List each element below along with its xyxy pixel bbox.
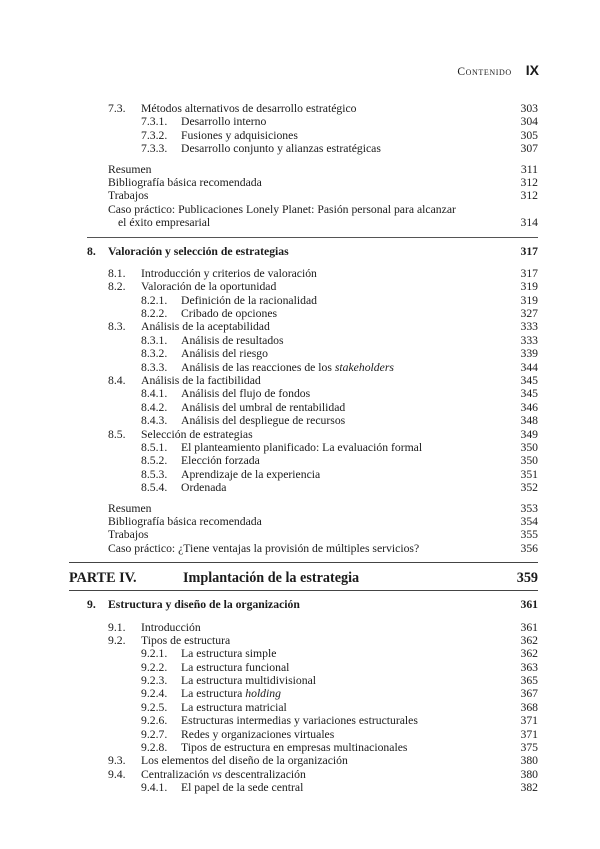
entry-number: 8.5.1. (141, 440, 168, 454)
toc-entry-8-3 (0, 320, 600, 333)
entry-page: 304 (520, 115, 538, 129)
toc-entry-9-2-7 (0, 728, 600, 741)
entry-page: 333 (520, 333, 538, 347)
entry-title: Los elementos del diseño de la organización (141, 754, 348, 768)
entry-number: 8.2. (108, 280, 126, 294)
entry-title: Definición de la racionalidad (181, 293, 317, 307)
entry-page: 382 (520, 781, 538, 795)
entry-number: 8.5.2. (141, 454, 168, 468)
toc-entry-caso-practico-cont (0, 216, 600, 229)
entry-page: 314 (520, 216, 538, 230)
entry-page: 371 (520, 727, 538, 741)
toc-entry-bibliografia (0, 515, 600, 528)
entry-page: 345 (520, 374, 538, 388)
entry-number: 9.2.5. (141, 700, 168, 714)
toc-entry-8-3-1 (0, 334, 600, 347)
entry-number: 8.3.2. (141, 347, 168, 361)
entry-title: Bibliografía básica recomendada (108, 175, 262, 189)
entry-title: Análisis de la aceptabilidad (141, 320, 270, 334)
toc-entry-bibliografia (0, 176, 600, 189)
toc-entry-9-2-6 (0, 714, 600, 727)
entry-number: 9.2.8. (141, 741, 168, 755)
entry-title: El planteamiento planificado: La evaluación formal (181, 440, 423, 454)
entry-title: Resumen (108, 162, 152, 176)
toc-entry-resumen (0, 502, 600, 515)
entry-page: 348 (520, 414, 538, 428)
entry-title: Métodos alternativos de desarrollo estratégico (141, 102, 357, 115)
entry-page: 363 (520, 660, 538, 674)
entry-page: 367 (520, 687, 538, 701)
entry-number: 9.2.2. (141, 660, 168, 674)
entry-page: 351 (520, 467, 538, 481)
toc-entry-trabajos (0, 528, 600, 541)
entry-number: 8.4. (108, 374, 126, 388)
toc-entry-9-2-8 (0, 741, 600, 754)
entry-page: 362 (520, 647, 538, 661)
header-page-number: IX (525, 62, 539, 78)
entry-title: Caso práctico: Publicaciones Lonely Planet: Pasión personal para alcanzar (108, 202, 456, 216)
toc-entry-8-4-1 (0, 387, 600, 400)
entry-page: 375 (520, 741, 538, 755)
toc-entry-9-2-2 (0, 661, 600, 674)
entry-page: 345 (520, 387, 538, 401)
toc-entry-resumen (0, 163, 600, 176)
entry-number: 9.2.4. (141, 687, 168, 701)
toc-entry-caso-practico (0, 542, 600, 555)
entry-title: Selección de estrategias (141, 427, 253, 441)
entry-title: Desarrollo conjunto y alianzas estratégicas (181, 142, 381, 156)
toc-entry-9-4-1 (0, 781, 600, 794)
entry-title: La estructura funcional (181, 660, 290, 674)
toc-entry-9-2-4 (0, 687, 600, 700)
toc-entry-8-5-3 (0, 468, 600, 481)
entry-title: Introducción y criterios de valoración (141, 266, 317, 280)
entry-title-text: descentralización (221, 767, 306, 781)
entry-page: 354 (520, 514, 538, 528)
entry-title: Aprendizaje de la experiencia (181, 467, 321, 481)
toc-entry-trabajos (0, 189, 600, 202)
entry-page: 312 (520, 175, 538, 189)
toc-entry-9-2 (0, 634, 600, 647)
toc-chapter-8 (0, 245, 600, 258)
entry-page: 362 (520, 633, 538, 647)
entry-page: 319 (520, 280, 538, 294)
entry-page: 350 (520, 440, 538, 454)
entry-title: Análisis del riesgo (181, 347, 268, 361)
entry-title: Bibliografía básica recomendada (108, 514, 262, 528)
entry-page: 344 (520, 360, 538, 374)
entry-number: 8.1. (108, 266, 126, 280)
entry-number: 8.5.4. (141, 481, 168, 495)
entry-title: Análisis de resultados (181, 333, 284, 347)
entry-number: 7.3.2. (141, 128, 168, 142)
entry-title: Cribado de opciones (181, 307, 278, 321)
entry-title-text: Centralización (141, 767, 213, 781)
chapter-title: Estructura y diseño de la organización (108, 598, 300, 612)
entry-title: La estructura multidivisional (181, 674, 317, 688)
toc-entry-9-4 (0, 768, 600, 781)
entry-page: 312 (520, 189, 538, 203)
entry-title: Valoración de la oportunidad (141, 280, 277, 294)
toc-entry-8-2 (0, 280, 600, 293)
entry-title: Tipos de estructura en empresas multinacionales (181, 741, 408, 755)
toc-entry-8-5-1 (0, 441, 600, 454)
entry-number: 9.4. (108, 767, 126, 781)
toc-entry-caso-practico (0, 203, 600, 216)
entry-page: 311 (520, 162, 538, 176)
entry-title: Trabajos (108, 189, 149, 203)
entry-title: Tipos de estructura (141, 633, 231, 647)
running-header (457, 62, 539, 82)
entry-number: 8.5. (108, 427, 126, 441)
entry-page: 317 (520, 266, 538, 280)
toc-entry-8-5-4 (0, 481, 600, 494)
entry-page: 349 (520, 427, 538, 441)
toc-entry-8-4-3 (0, 414, 600, 427)
entry-page: 365 (520, 674, 538, 688)
entry-page: 339 (520, 347, 538, 361)
entry-title: Desarrollo interno (181, 115, 267, 129)
chapter-number: 9. (87, 598, 96, 612)
table-of-contents (0, 102, 600, 795)
entry-title-italic: stakeholders (334, 360, 394, 374)
part-title: Implantación de la estrategia (183, 570, 360, 587)
entry-title (141, 768, 306, 781)
entry-number: 9.3. (108, 754, 126, 768)
entry-number: 9.2. (108, 633, 126, 647)
entry-page: 305 (520, 128, 538, 142)
toc-chapter-9 (0, 598, 600, 611)
entry-title-italic: vs (212, 767, 222, 781)
entry-title (181, 361, 394, 374)
entry-number: 8.3. (108, 320, 126, 334)
entry-title: Fusiones y adquisiciones (181, 128, 298, 142)
toc-entry-9-2-5 (0, 701, 600, 714)
toc-part-4 (0, 569, 600, 587)
entry-page: 352 (520, 481, 538, 495)
toc-entry-8-1 (0, 267, 600, 280)
entry-title: Redes y organizaciones virtuales (181, 727, 335, 741)
entry-number: 9.2.3. (141, 674, 168, 688)
entry-page: 303 (520, 102, 538, 115)
entry-number: 8.4.2. (141, 400, 168, 414)
entry-page: 327 (520, 307, 538, 321)
header-section-label: Contenido (457, 66, 512, 78)
toc-entry-7-3 (0, 102, 600, 115)
entry-number: 8.5.3. (141, 467, 168, 481)
toc-entry-7-3-2 (0, 129, 600, 142)
entry-title: Análisis del flujo de fondos (181, 387, 311, 401)
entry-title: Estructuras intermedias y variaciones estructurales (181, 714, 418, 728)
entry-title: Trabajos (108, 528, 149, 542)
toc-entry-9-2-3 (0, 674, 600, 687)
entry-title: Caso práctico: ¿Tiene ventajas la provisión de múltiples servicios? (108, 541, 420, 555)
entry-page: 350 (520, 454, 538, 468)
chapter-title: Valoración y selección de estrategias (108, 244, 289, 258)
entry-page: 319 (520, 293, 538, 307)
entry-number: 9.1. (108, 620, 126, 634)
part-page: 359 (516, 570, 538, 587)
entry-title (181, 687, 281, 700)
entry-number: 7.3.1. (141, 115, 168, 129)
entry-title: Resumen (108, 501, 152, 515)
entry-number: 8.2.2. (141, 307, 168, 321)
entry-title: Análisis del umbral de rentabilidad (181, 400, 346, 414)
entry-title: La estructura matricial (181, 700, 287, 714)
entry-number: 8.2.1. (141, 293, 168, 307)
toc-entry-9-1 (0, 621, 600, 634)
entry-title: Ordenada (181, 481, 227, 495)
entry-page: 356 (520, 541, 538, 555)
entry-page: 361 (520, 620, 538, 634)
entry-title: El papel de la sede central (181, 781, 304, 795)
entry-page: 346 (520, 400, 538, 414)
toc-entry-7-3-1 (0, 115, 600, 128)
toc-entry-7-3-3 (0, 142, 600, 155)
entry-number: 8.4.1. (141, 387, 168, 401)
entry-title: La estructura simple (181, 647, 277, 661)
entry-title-text: Análisis de las reacciones de los (181, 360, 335, 374)
entry-title: el éxito empresarial (118, 216, 211, 230)
toc-entry-8-5-2 (0, 454, 600, 467)
entry-number: 8.3.3. (141, 360, 168, 374)
toc-entry-9-3 (0, 754, 600, 767)
entry-title-italic: holding (245, 687, 281, 701)
toc-entry-8-2-1 (0, 294, 600, 307)
entry-number: 9.2.6. (141, 714, 168, 728)
entry-page: 307 (520, 142, 538, 156)
toc-entry-8-4 (0, 374, 600, 387)
entry-number: 8.3.1. (141, 333, 168, 347)
entry-page: 368 (520, 700, 538, 714)
entry-number: 9.2.7. (141, 727, 168, 741)
entry-title-text: La estructura (181, 687, 246, 701)
entry-title: Introducción (141, 620, 201, 634)
toc-entry-8-4-2 (0, 401, 600, 414)
part-number: PARTE IV. (69, 570, 137, 587)
entry-page: 380 (520, 754, 538, 768)
entry-number: 7.3. (108, 102, 126, 115)
entry-number: 9.4.1. (141, 781, 168, 795)
chapter-page: 317 (520, 244, 538, 258)
toc-entry-8-3-3 (0, 361, 600, 374)
entry-number: 7.3.3. (141, 142, 168, 156)
chapter-page: 361 (520, 598, 538, 612)
entry-title: Análisis de la factibilidad (141, 374, 261, 388)
entry-page: 353 (520, 501, 538, 515)
entry-page: 333 (520, 320, 538, 334)
entry-page: 355 (520, 528, 538, 542)
entry-page: 380 (520, 767, 538, 781)
entry-number: 8.4.3. (141, 414, 168, 428)
entry-number: 9.2.1. (141, 647, 168, 661)
toc-entry-8-5 (0, 428, 600, 441)
entry-title: Análisis del despliegue de recursos (181, 414, 346, 428)
toc-entry-9-2-1 (0, 647, 600, 660)
entry-page: 371 (520, 714, 538, 728)
toc-entry-8-2-2 (0, 307, 600, 320)
entry-title: Elección forzada (181, 454, 260, 468)
chapter-number: 8. (87, 244, 96, 258)
toc-entry-8-3-2 (0, 347, 600, 360)
